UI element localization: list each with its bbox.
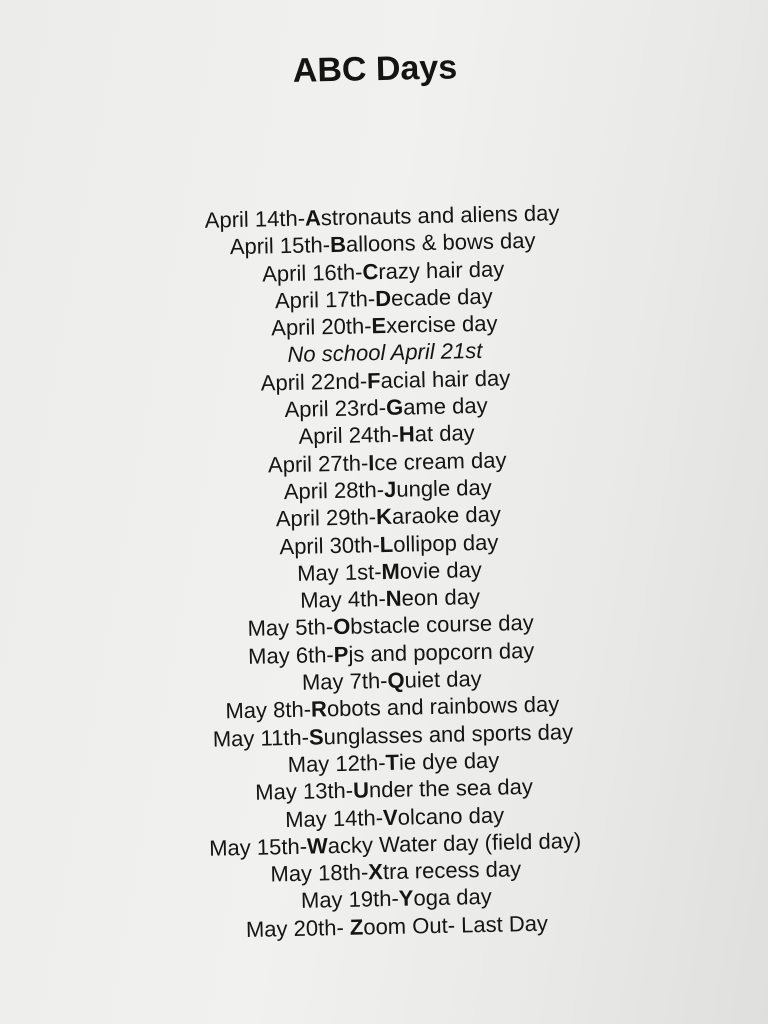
entry-letter: I bbox=[367, 449, 375, 475]
entry-letter: Q bbox=[387, 667, 405, 694]
entry-theme: unglasses and sports day bbox=[323, 718, 574, 749]
entry-date: May 6th- bbox=[247, 641, 334, 669]
entry-theme: alloons & bows day bbox=[345, 228, 536, 258]
entry-date: April 22nd- bbox=[260, 368, 368, 396]
entry-letter: V bbox=[382, 804, 398, 830]
entry-theme: js and popcorn day bbox=[348, 637, 535, 667]
entry-theme: obots and rainbows day bbox=[326, 691, 560, 722]
entry-theme: tra recess day bbox=[382, 856, 522, 885]
entry-letter: J bbox=[383, 476, 397, 502]
entry-letter: T bbox=[385, 749, 400, 775]
entry-letter: P bbox=[333, 641, 349, 667]
entry-theme: razy hair day bbox=[378, 256, 505, 284]
entry-date: May 5th- bbox=[247, 614, 334, 642]
entry-theme: ecade day bbox=[390, 283, 493, 311]
entry-letter: G bbox=[385, 394, 404, 421]
entry-theme: eon day bbox=[401, 584, 481, 611]
abc-days-list bbox=[0, 195, 768, 948]
entry-date: May 8th- bbox=[225, 696, 312, 724]
entry-theme: at day bbox=[414, 420, 475, 447]
entry-letter: A bbox=[304, 205, 322, 231]
entry-letter: Y bbox=[398, 885, 414, 912]
entry-theme: oga day bbox=[413, 884, 493, 911]
entry-theme: acky Water day (field day) bbox=[327, 827, 582, 859]
entry-date: May 20th- bbox=[245, 914, 351, 942]
entry-date: May 7th- bbox=[301, 668, 388, 695]
entry-date: May 11th- bbox=[212, 724, 310, 752]
entry-date: April 17th- bbox=[274, 286, 376, 314]
entry-letter: M bbox=[381, 558, 401, 584]
entry-letter: D bbox=[374, 285, 392, 312]
entry-theme: araoke day bbox=[391, 501, 502, 530]
entry-letter: L bbox=[379, 531, 394, 557]
entry-letter: F bbox=[366, 367, 381, 394]
page-title: ABC Days bbox=[292, 48, 458, 90]
entry-letter: W bbox=[306, 833, 329, 859]
entry-theme: olcano day bbox=[397, 802, 505, 830]
entry-letter: O bbox=[332, 614, 351, 640]
entry-date: May 14th- bbox=[284, 804, 384, 832]
entry-date: May 15th- bbox=[208, 833, 308, 861]
entry-theme: ungle day bbox=[396, 474, 492, 502]
entry-date: May 1st- bbox=[296, 558, 382, 586]
entry-date: May 4th- bbox=[299, 586, 387, 613]
entry-theme: ollipop day bbox=[392, 529, 499, 557]
entry-letter: K bbox=[375, 504, 393, 530]
entry-date: April 16th- bbox=[261, 258, 363, 287]
entry-date: May 19th- bbox=[300, 886, 400, 914]
entry-theme: bstacle course day bbox=[350, 610, 534, 640]
entry-date: April 30th- bbox=[279, 531, 380, 559]
no-school-note: No school April 21st bbox=[287, 338, 483, 368]
entry-date: April 27th- bbox=[267, 449, 369, 478]
entry-date: April 29th- bbox=[275, 504, 377, 532]
entry-theme: uiet day bbox=[404, 666, 482, 693]
entry-letter: C bbox=[362, 258, 379, 284]
entry-theme: stronauts and aliens day bbox=[320, 200, 560, 231]
entry-theme: ie dye day bbox=[398, 747, 500, 775]
entry-theme: xercise day bbox=[385, 310, 498, 339]
entry-letter: B bbox=[329, 232, 347, 258]
entry-date: April 23rd- bbox=[284, 395, 387, 423]
entry-letter: X bbox=[368, 859, 384, 885]
entry-letter: Z bbox=[349, 914, 364, 940]
entry-date: May 13th- bbox=[255, 777, 354, 805]
entry-letter: U bbox=[352, 777, 370, 803]
entry-letter: S bbox=[308, 723, 324, 750]
entry-date: May 18th- bbox=[270, 859, 369, 887]
entry-letter: E bbox=[371, 313, 387, 339]
entry-date: April 14th- bbox=[204, 205, 306, 233]
entry-date: April 15th- bbox=[229, 232, 331, 260]
entry-theme: nder the sea day bbox=[368, 774, 534, 803]
entry-date: April 24th- bbox=[298, 422, 400, 450]
entry-letter: N bbox=[385, 585, 402, 612]
entry-date: April 20th- bbox=[270, 313, 372, 341]
entry-theme: oom Out- Last Day bbox=[363, 910, 549, 940]
entry-date: April 28th- bbox=[283, 476, 385, 505]
entry-date: May 12th- bbox=[287, 749, 386, 778]
entry-theme: ame day bbox=[402, 392, 488, 420]
entry-theme: ovie day bbox=[399, 556, 483, 584]
entry-theme: acial hair day bbox=[380, 365, 511, 393]
entry-letter: H bbox=[398, 421, 416, 448]
entry-letter: R bbox=[310, 696, 328, 722]
entry-theme: ce cream day bbox=[374, 447, 507, 475]
